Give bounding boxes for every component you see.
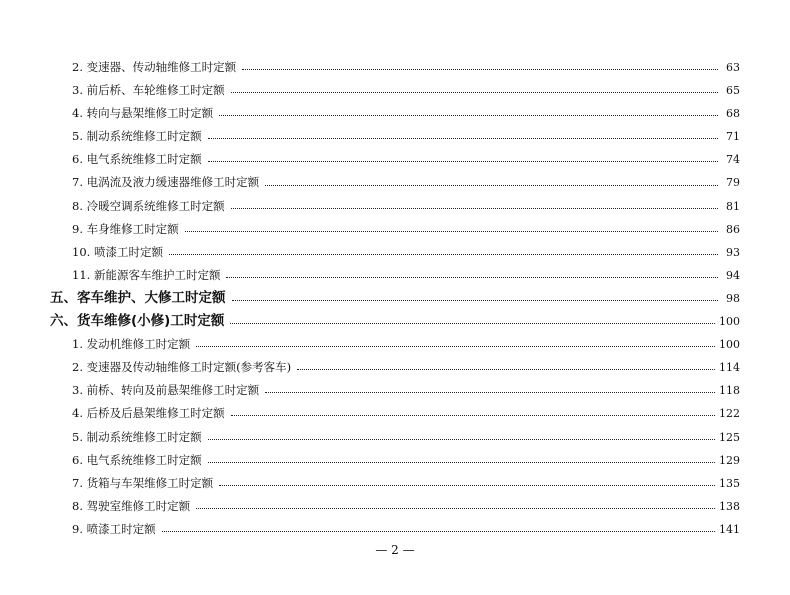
toc-entry-title: 5. 制动系统维修工时定额 [72,429,202,444]
toc-entry-page: 100 [719,338,740,352]
toc-list [50,56,740,541]
toc-entry-page: 86 [726,222,740,236]
dot-leader [219,114,718,116]
toc-entry [50,333,740,356]
toc-entry [50,148,740,171]
toc-entry-page: 118 [719,384,740,398]
toc-entry-page: 81 [726,199,740,213]
toc-entry-title: 2. 变速器、传动轴维修工时定额 [72,60,237,74]
toc-entry-page: 98 [726,291,740,305]
toc-entry-page: 129 [719,453,740,467]
toc-entry-page: 79 [726,176,740,190]
toc-entry-title: 8. 冷暖空调系统维修工时定额 [72,198,225,213]
dot-leader [231,414,715,416]
toc-entry-title: 3. 前后桥、车轮维修工时定额 [72,83,225,98]
toc-entry [50,56,740,79]
toc-entry-page: 135 [719,476,740,490]
toc-entry-page: 65 [726,84,740,98]
toc-entry [50,241,740,264]
dot-leader [196,507,715,509]
dot-leader [208,438,715,440]
toc-entry-title: 9. 车身维修工时定额 [72,221,179,236]
dot-leader [185,230,718,232]
toc-entry-page: 114 [719,361,740,375]
dot-leader [208,160,718,162]
toc-entry-page: 141 [719,522,740,536]
toc-entry-title: 6. 电气系统维修工时定额 [72,452,202,467]
toc-entry-title: 7. 货箱与车架维修工时定额 [72,475,214,490]
toc-entry [50,171,740,194]
toc-entry-page: 100 [719,315,740,329]
toc-entry-title: 五、客车维护、大修工时定额 [50,289,226,306]
table-of-contents [50,56,740,541]
toc-entry-title: 6. 电气系统维修工时定额 [72,152,202,167]
toc-entry [50,264,740,287]
toc-entry-page: 138 [719,499,740,513]
toc-entry-title: 4. 后桥及后悬架维修工时定额 [72,406,225,421]
toc-entry [50,449,740,472]
toc-entry-page: 93 [726,245,740,259]
toc-entry [50,356,740,379]
toc-section-entry [50,287,740,310]
toc-entry-page: 94 [726,268,740,282]
dot-leader [208,137,718,139]
toc-entry-title: 1. 发动机维修工时定额 [72,337,191,352]
toc-entry [50,518,740,541]
toc-entry-page: 122 [719,407,740,421]
toc-entry [50,79,740,102]
toc-entry [50,402,740,425]
toc-entry [50,102,740,125]
dot-leader [231,207,718,209]
dot-leader [169,253,718,255]
dot-leader [232,299,719,301]
toc-entry-page: 74 [726,153,740,167]
toc-entry-title: 3. 前桥、转向及前悬架维修工时定额 [72,383,260,398]
dot-leader [162,530,715,532]
toc-entry [50,195,740,218]
toc-entry-page: 63 [726,61,740,74]
toc-entry-title: 5. 制动系统维修工时定额 [72,129,202,144]
dot-leader [219,484,715,486]
dot-leader [230,322,715,324]
toc-entry-title: 11. 新能源客车维护工时定额 [72,267,221,282]
toc-entry-title: 六、货车维修(小修)工时定额 [50,313,225,330]
toc-entry-title: 10. 喷漆工时定额 [72,244,163,259]
toc-entry-title: 4. 转向与悬架维修工时定额 [72,106,214,121]
dot-leader [265,184,718,186]
toc-entry-page: 71 [726,130,740,144]
toc-entry [50,426,740,449]
toc-entry [50,495,740,518]
toc-entry-page: 125 [719,430,740,444]
page-number: — 2 — [375,543,415,557]
toc-section-entry [50,310,740,333]
dot-leader [231,91,718,93]
toc-entry [50,125,740,148]
dot-leader [265,391,715,393]
dot-leader [226,276,718,278]
toc-entry [50,472,740,495]
toc-entry-title: 8. 驾驶室维修工时定额 [72,498,191,513]
dot-leader [208,461,715,463]
dot-leader [196,345,715,347]
dot-leader [297,368,715,370]
toc-entry [50,218,740,241]
toc-entry-title: 7. 电涡流及液力缓速器维修工时定额 [72,175,260,190]
dot-leader [242,68,718,70]
toc-entry-page: 68 [726,107,740,121]
toc-entry-title: 9. 喷漆工时定额 [72,521,156,536]
toc-entry-title: 2. 变速器及传动轴维修工时定额(参考客车) [72,360,292,375]
toc-entry [50,379,740,402]
